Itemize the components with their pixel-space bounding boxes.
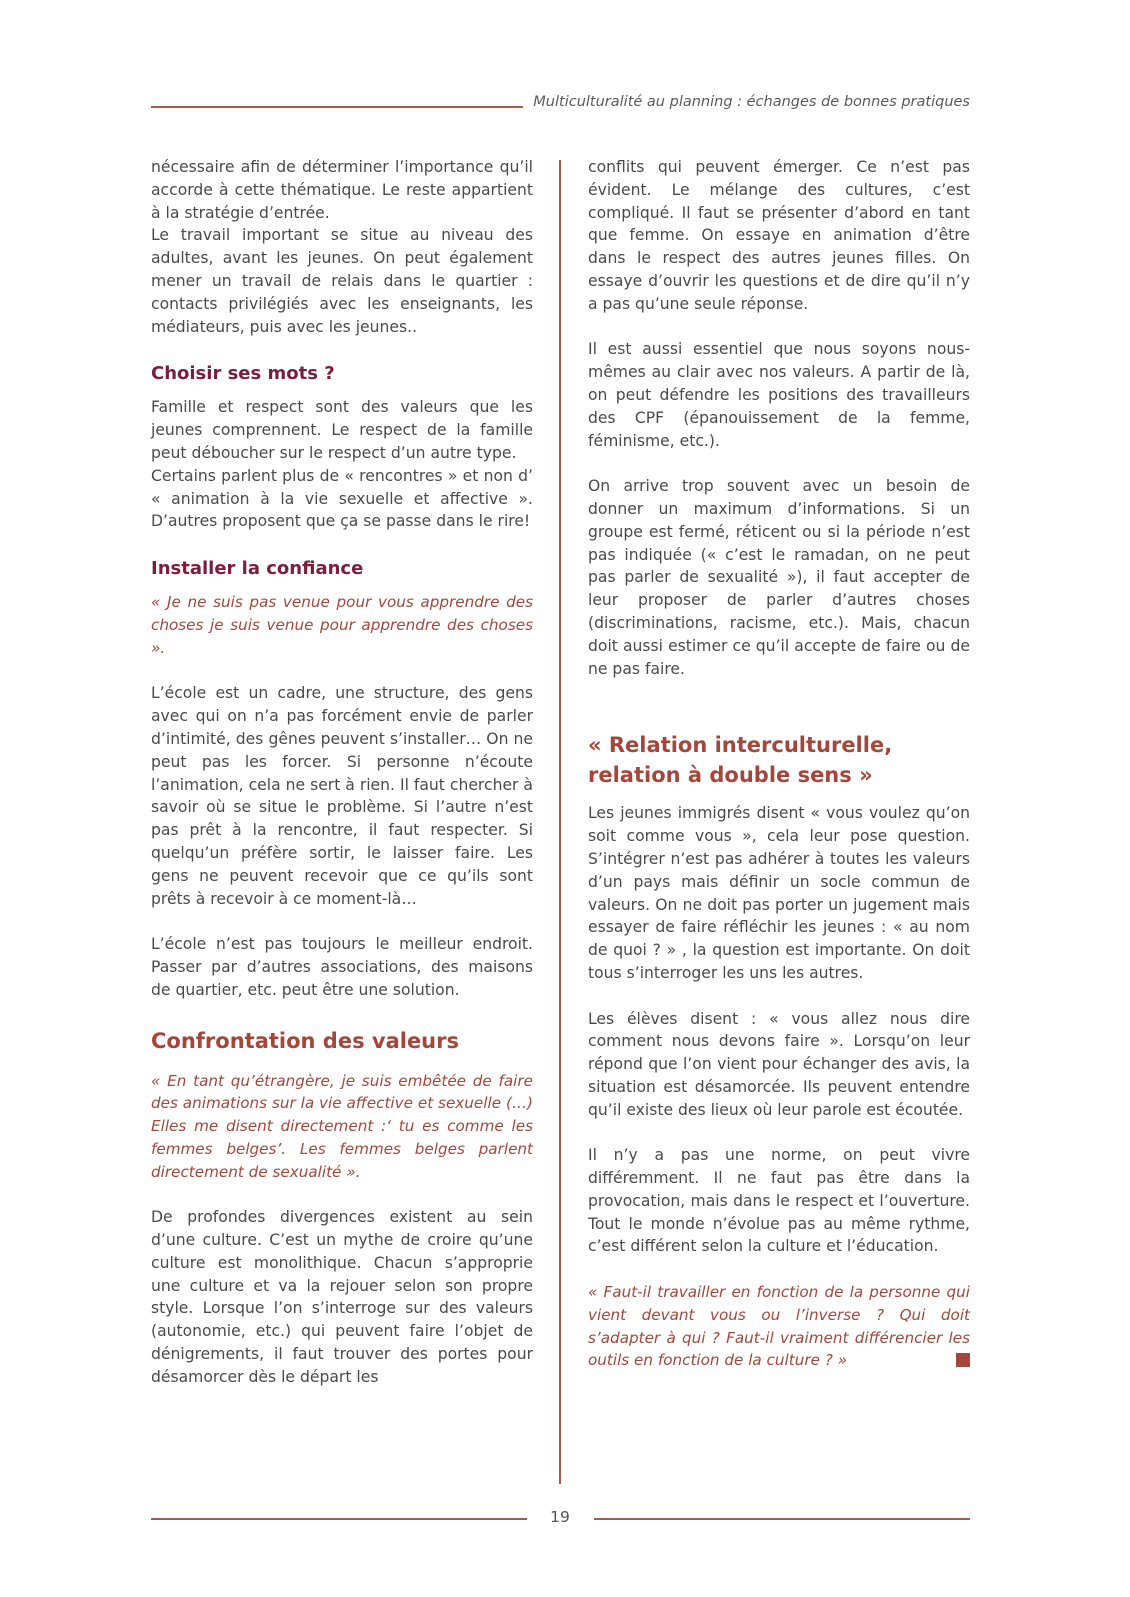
quote (588, 1281, 970, 1372)
footer-rule (594, 1518, 970, 1520)
spacer (588, 1258, 970, 1281)
spacer (151, 338, 533, 362)
spacer (151, 1183, 533, 1206)
spacer (151, 581, 533, 591)
section-heading: Installer la confiance (151, 558, 364, 580)
spacer (588, 1121, 970, 1144)
section-heading: Confrontation des valeurs (151, 1028, 459, 1053)
spacer (588, 985, 970, 1008)
paragraph: On arrive trop souvent avec un besoin de donner un maximum d’informations. Si un groupe est fermé, réticent ou si la période n’est pas indiquée (« c’est le ramadan, on ne peut pas parler de sexualité »), il faut accepter de leur proposer de parler d’autres choses (discriminations, racisme, etc.). Mais, chacun doit aussi estimer ce qu’il accepte de faire ou de ne pas faire. (588, 477, 970, 678)
section-heading: Choisir ses mots ? (151, 363, 335, 385)
spacer (151, 1002, 533, 1026)
paragraph: Les élèves disent : « vous allez nous dire comment nous devons faire ». Lorsqu’on leur répond que l’on vient pour échanger des avis, la situation est désamorcée. Ils peuvent entendre qu’il existe des lieux où leur parole est écoutée. (588, 1009, 970, 1119)
spacer (151, 533, 533, 557)
paragraph: Les jeunes immigrés disent « vous voulez qu’on soit comme vous », cela leur pose question. S’intégrer n’est pas adhérer à toutes les valeurs d’un pays mais définir un socle commun de valeurs. On ne doit pas porter un jugement mais essayer de faire réfléchir les jeunes : « au nom de quoi ? » , la question est importante. On doit tous s’interroger les uns les autres. (588, 804, 970, 982)
paragraph: Famille et respect sont des valeurs que les jeunes comprennent. Le respect de la famille peut déboucher sur le respect d’un autre type. (151, 398, 533, 462)
quote-text: « Faut-il travailler en fonction de la personne qui vient devant vous ou l’inverse ? Qui doit s’adapter à qui ? Faut-il vraiment différencier les outils en fonction de la culture ? » (588, 1283, 970, 1370)
spacer (588, 452, 970, 475)
column-divider (559, 160, 561, 1484)
paragraph: De profondes divergences existent au sein d’une culture. C’est un mythe de croire qu’une culture est monolithique. Chacun s’approprie une culture et va la rejouer selon son propre style. Lorsque l’on s’interroge sur des valeurs (autonomie, etc.) qui peuvent faire l’objet de dénigrements, il faut trouver des portes pour désamorcer dès le départ les (151, 1208, 533, 1386)
right-column (588, 156, 970, 1372)
end-square-icon (956, 1353, 970, 1367)
paragraph: Le travail important se situe au niveau des adultes, avant les jeunes. On peut également mener un travail de relais dans le quartier : contacts privilégiés avec les enseignants, les médiateurs, puis avec les jeunes.. (151, 226, 533, 336)
paragraph: Il n’y a pas une norme, on peut vivre différemment. Il ne faut pas être dans la provocation, mais dans le respect et l’ouverture. Tout le monde n’évolue pas au même rythme, c’est différent selon la culture et l’éducation. (588, 1146, 970, 1256)
section-heading (588, 730, 970, 790)
paragraph: Il est aussi essentiel que nous soyons nous-mêmes au clair avec nos valeurs. A partir de là, on peut défendre les positions des travailleurs des CPF (épanouissement de la femme, féminisme, etc.). (588, 340, 970, 450)
left-column (151, 156, 533, 1389)
paragraph: nécessaire afin de déterminer l’importance qu’il accorde à cette thématique. Le reste appartient à la stratégie d’entrée. (151, 158, 533, 222)
footer-rule (151, 1518, 527, 1520)
header-rule (151, 106, 523, 108)
spacer (588, 790, 970, 802)
spacer (151, 1056, 533, 1070)
page-number: 19 (550, 1508, 570, 1526)
heading-line: relation à double sens » (588, 763, 873, 788)
spacer (588, 316, 970, 339)
spacer (151, 660, 533, 683)
paragraph: Certains parlent plus de « rencontres » et non d’ « animation à la vie sexuelle et affective ». D’autres proposent que ça se passe dans le rire! (151, 466, 533, 531)
quote: « Je ne suis pas venue pour vous apprendre des choses je suis venue pour apprendre des choses ». (151, 593, 533, 657)
spacer (151, 386, 533, 396)
heading-line: « Relation interculturelle, (588, 733, 893, 758)
quote: « En tant qu’étrangère, je suis embêtée de faire des animations sur la vie affective et sexuelle (…) Elles me disent directement :‘ tu es comme les femmes belges’. Les femmes belges parlent directement de sexualité ». (151, 1071, 533, 1181)
spacer (151, 910, 533, 933)
running-header: Multiculturalité au planning : échanges de bonnes pratiques (533, 94, 970, 110)
paragraph: conflits qui peuvent émerger. Ce n’est pas évident. Le mélange des cultures, c’est compliqué. Il faut se présenter d’abord en tant que femme. On essaye en animation d’être dans le respect des autres jeunes filles. On essaye d’ouvrir les questions et de dire qu’il n’y a pas qu’une seule réponse. (588, 158, 970, 313)
paragraph: L’école est un cadre, une structure, des gens avec qui on n’a pas forcément envie de parler d’intimité, des gênes peuvent s’installer… On ne peut pas les forcer. Si personne n’écoute l’animation, cela ne sert à rien. Il faut chercher à savoir où se situe le problème. Si l’autre n’est pas prêt à la rencontre, il faut respecter. Si quelqu’un préfère sortir, le laisser faire. Les gens ne peuvent recevoir que ce qu’ils sont prêts à recevoir à ce moment-là… (151, 684, 533, 908)
paragraph: L’école n’est pas toujours le meilleur endroit. Passer par d’autres associations, des maisons de quartier, etc. peut être une solution. (151, 935, 533, 999)
spacer (588, 680, 970, 730)
